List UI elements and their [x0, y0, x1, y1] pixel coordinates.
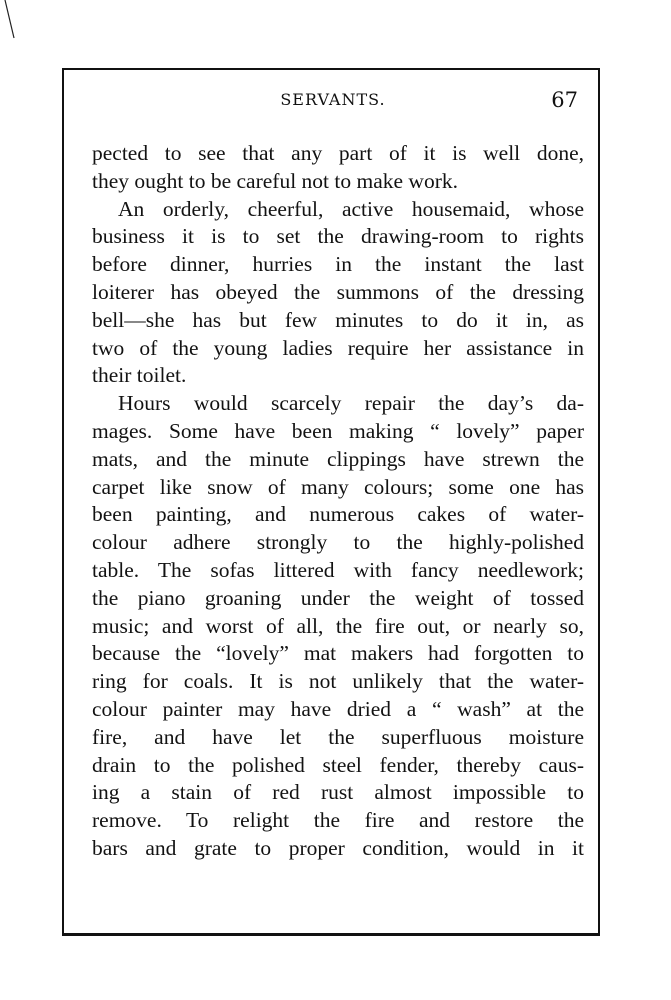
text-line: carpet like snow of many colours; some one has [92, 474, 584, 499]
bottom-rule [62, 933, 600, 935]
text-line: mages. Some have been making “ lovely” paper [92, 418, 584, 443]
page-number: 67 [551, 88, 578, 112]
text-line: bell—she has but few minutes to do it in, as [92, 307, 584, 332]
text-line: colour adhere strongly to the highly-polished [92, 530, 584, 555]
text-line: bars and grate to proper condition, would in it [92, 835, 584, 860]
text-line: been painting, and numerous cakes of water- [92, 502, 584, 527]
paragraph [92, 140, 584, 196]
text-line: An orderly, cheerful, active housemaid, whose [118, 196, 584, 221]
paragraph [92, 196, 584, 391]
corner-mark [4, 0, 16, 40]
running-title: SERVANTS. [280, 90, 386, 109]
text-line: table. The sofas littered with fancy needlework; [92, 557, 584, 582]
text-line: remove. To relight the fire and restore the [92, 808, 584, 833]
text-line: music; and worst of all, the fire out, or nearly so, [92, 613, 584, 638]
text-line: fire, and have let the superfluous moisture [92, 724, 584, 749]
text-line: because the “lovely” mat makers had forgotten to [92, 641, 584, 666]
text-line: mats, and the minute clippings have strewn the [92, 446, 584, 471]
paragraph [92, 390, 584, 863]
text-line: drain to the polished steel fender, thereby caus- [92, 752, 584, 777]
text-line: two of the young ladies require her assistance in [92, 335, 584, 360]
text-line: ing a stain of red rust almost impossible to [92, 780, 584, 805]
body-text [92, 140, 584, 863]
text-line: they ought to be careful not to make work. [92, 168, 458, 193]
text-line: pected to see that any part of it is well done, [92, 141, 584, 165]
text-line: before dinner, hurries in the instant the last [92, 252, 584, 277]
page-header [88, 88, 578, 120]
text-line: Hours would scarcely repair the day’s da- [118, 391, 584, 416]
text-line: the piano groaning under the weight of tossed [92, 585, 584, 610]
text-line: loiterer has obeyed the summons of the dressing [92, 279, 584, 304]
text-line: their toilet. [92, 363, 187, 388]
text-line: business it is to set the drawing-room to rights [92, 224, 584, 249]
text-line: ring for coals. It is not unlikely that the water- [92, 669, 584, 694]
text-line: colour painter may have dried a “ wash” at the [92, 696, 584, 721]
